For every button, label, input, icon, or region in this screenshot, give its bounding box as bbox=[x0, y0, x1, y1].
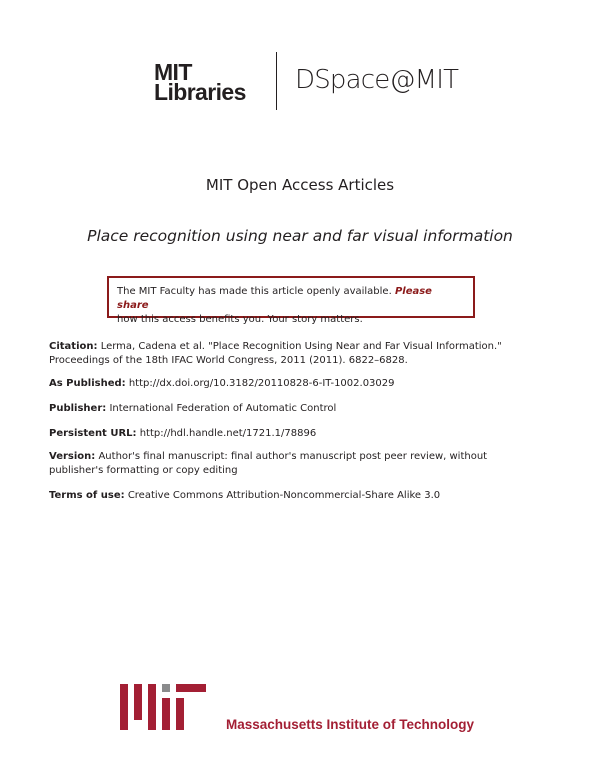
version-value-2: publisher's formatting or copy editing bbox=[49, 465, 238, 476]
mit-logo-bar-1 bbox=[120, 684, 128, 730]
dspace-logo: DSpace@MIT bbox=[295, 65, 459, 95]
institute-name: Massachusetts Institute of Technology bbox=[226, 717, 475, 732]
terms-value: Creative Commons Attribution-Noncommercial-Share Alike 3.0 bbox=[127, 490, 441, 501]
version-label: Version: bbox=[49, 451, 96, 462]
mit-logo-dot bbox=[162, 684, 170, 692]
mit-logo-bar-3 bbox=[148, 684, 156, 730]
version-field bbox=[49, 450, 559, 478]
publisher-field bbox=[49, 402, 559, 416]
persistent-url-label: Persistent URL: bbox=[49, 428, 137, 439]
citation-value: Lerma, Cadena et al. "Place Recognition Using Near and Far Visual Information." bbox=[100, 341, 502, 352]
persistent-url-field bbox=[49, 427, 559, 441]
mit-logo-bar-2 bbox=[134, 684, 142, 720]
please-share-link[interactable]: Please share bbox=[117, 286, 432, 311]
mit-libraries-logo bbox=[154, 59, 246, 105]
notice-text: The MIT Faculty has made this article openly available. bbox=[117, 286, 395, 297]
persistent-url-link[interactable]: http://hdl.handle.net/1721.1/78896 bbox=[139, 428, 317, 439]
as-published-field bbox=[49, 377, 559, 391]
publisher-label: Publisher: bbox=[49, 403, 107, 414]
logo-divider bbox=[276, 52, 277, 110]
as-published-link[interactable]: http://dx.doi.org/10.3182/20110828-6-IT-1002.03029 bbox=[128, 378, 395, 389]
logo-line-mit: MIT bbox=[154, 59, 192, 85]
terms-label: Terms of use: bbox=[49, 490, 125, 501]
as-published-label: As Published: bbox=[49, 378, 126, 389]
open-access-notice bbox=[107, 276, 475, 325]
terms-of-use-field bbox=[49, 489, 559, 503]
citation-value-2: Proceedings of the 18th IFAC World Congress, 2011 (2011). 6822–6828. bbox=[49, 355, 408, 366]
version-value: Author's final manuscript: final author's manuscript post peer review, without bbox=[98, 451, 488, 462]
logo-line-libraries: Libraries bbox=[154, 79, 246, 105]
mit-logo-bar-5 bbox=[176, 698, 184, 730]
mit-logo-icon bbox=[120, 684, 210, 730]
citation-label: Citation: bbox=[49, 341, 98, 352]
series-title: MIT Open Access Articles bbox=[205, 176, 395, 194]
publisher-value: International Federation of Automatic Control bbox=[109, 403, 337, 414]
mit-logo-bar-4 bbox=[162, 698, 170, 730]
article-title: Place recognition using near and far visual information bbox=[87, 227, 513, 245]
mit-logo-bar-top bbox=[176, 684, 206, 692]
citation-field bbox=[49, 340, 559, 368]
notice-text-2: how this access benefits you. Your story matters. bbox=[117, 314, 363, 325]
